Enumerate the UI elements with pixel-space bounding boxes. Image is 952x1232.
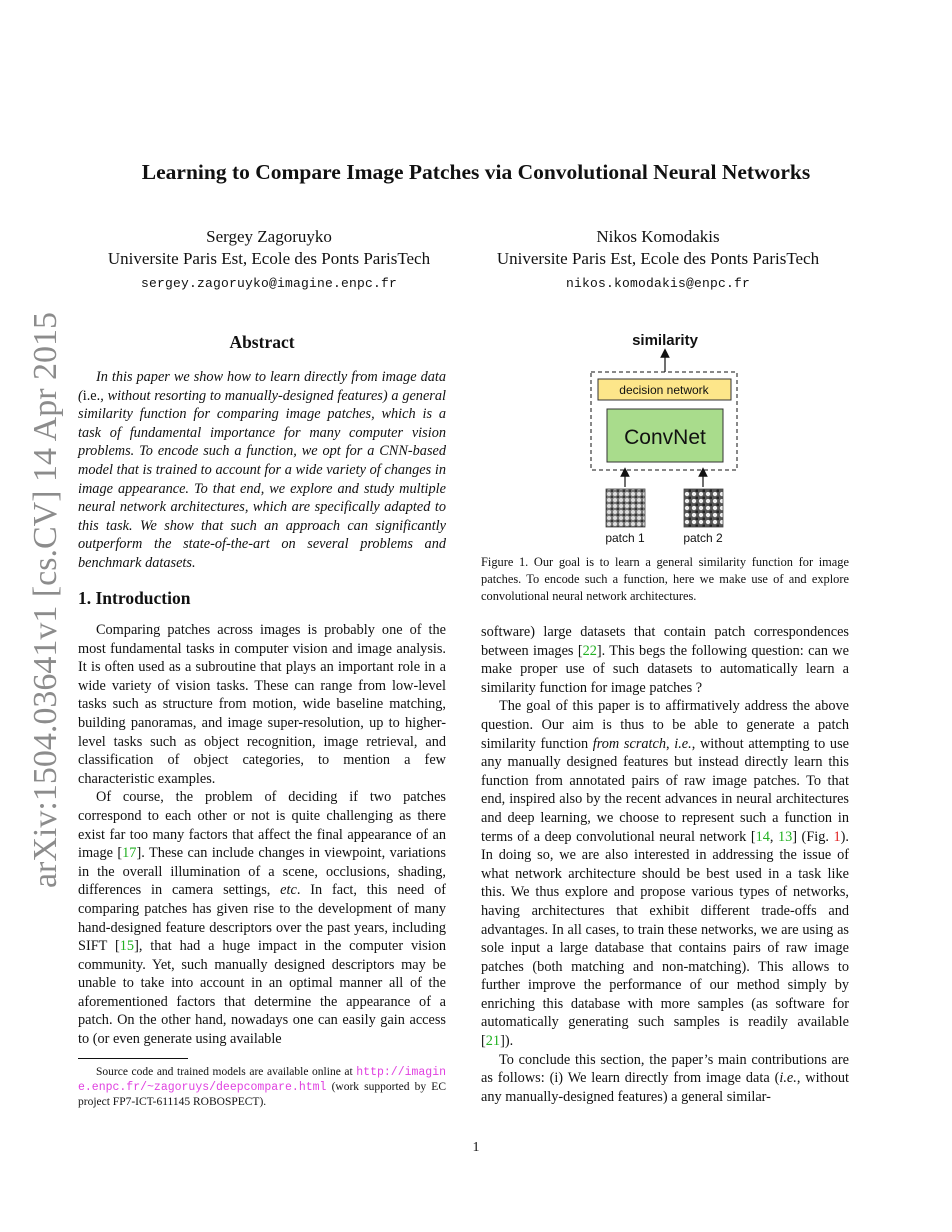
author-affiliation: Universite Paris Est, Ecole des Ponts ParisTech xyxy=(496,249,820,268)
citation-15[interactable]: 15 xyxy=(119,938,135,955)
right-column-text xyxy=(481,623,849,1106)
author-affiliation: Universite Paris Est, Ecole des Ponts ParisTech xyxy=(107,249,431,268)
convnet-label: ConvNet xyxy=(624,426,706,449)
author-name: Nikos Komodakis xyxy=(596,227,720,246)
section-heading-introduction: 1. Introduction xyxy=(78,588,191,608)
abstract-body: In this paper we show how to learn directly from image data (i.e., without resorting to manually-designed features) a general similarity function for comparing image patches, which is a task of fundamental importance for many computer vision problems. To encode such a function, we opt for a CNN-based model that is trained to account for a wide variety of changes in image appearance. To that end, we explore and study multiple neural network architectures, which are specifically adapted to this task. We show that such an approach can significantly outperform the state-of-the-art on several problems and benchmark datasets. xyxy=(78,369,446,571)
citation-14[interactable]: 14 xyxy=(755,828,770,845)
author-name: Sergey Zagoruyko xyxy=(206,227,332,246)
patch1-image xyxy=(606,489,645,527)
citation-13[interactable]: 13 xyxy=(777,828,793,845)
arxiv-id: arXiv:1504.03641v1 [cs.CV] 14 Apr 2015 xyxy=(27,311,64,889)
footnote-divider xyxy=(78,1058,188,1059)
figure-ref-1[interactable]: 1 xyxy=(833,828,841,845)
similarity-label: similarity xyxy=(632,332,698,349)
left-column-text xyxy=(78,621,446,1049)
author-email: sergey.zagoruyko@imagine.enpc.fr xyxy=(140,276,398,291)
paper-title: Learning to Compare Image Patches via Convolutional Neural Networks xyxy=(141,160,811,184)
citation-21[interactable]: 21 xyxy=(485,1033,501,1050)
author-email: nikos.komodakis@enpc.fr xyxy=(565,276,751,291)
patch2-image xyxy=(684,489,723,527)
intro-paragraph-4: To conclude this section, the paper’s main contributions are as follows: (i) We learn directly from image data (i.e., without any manually-designed features) a general similar- xyxy=(481,1051,849,1105)
page-number: 1 xyxy=(472,1140,480,1155)
abstract-heading: Abstract xyxy=(229,332,295,352)
arxiv-sidebar-stamp xyxy=(27,311,64,889)
figure-1-diagram xyxy=(481,324,849,548)
patch1-label: patch 1 xyxy=(605,531,645,545)
figure-1-caption: Figure 1. Our goal is to learn a general similarity function for image patches. To encode such a function, here we make use of and explore convolutional neural network architectures. xyxy=(481,555,849,603)
author-block-1 xyxy=(78,226,460,295)
code-url-link[interactable]: http://imagine.enpc.fr/~zagoruys/deepcompare.html xyxy=(78,1066,446,1094)
patch2-label: patch 2 xyxy=(683,531,723,545)
intro-paragraph-3: The goal of this paper is to affirmatively address the above question. Our aim is thus to be able to generate a patch similarity function from scratch, i.e., without attempting to use any manually designed features but instead directly learn this function from annotated pairs of raw image patches. To that end, inspired also by the recent advances in neural architectures and deep learning, we choose to represent such a function in terms of a deep convolutional neural network [14, 13] (Fig. 1). In doing so, we are also interested in addressing the issue of what network architecture should be best used in a task like this. We thus explore and propose various types of networks, having architectures that exhibit different trade-offs and advantages. In all cases, to train these networks, we are using as sole input a large database that contains pairs of raw image patches (both matching and non-matching). This allows to further improve the performance of our method simply by enriching this database with more samples (as software for automatically generating such samples is readily available [21]). xyxy=(481,698,849,1050)
footnote: Source code and trained models are available online at http://imagine.enpc.fr/~zagoruys/deepcompare.html (work supported by EC project FP7-ICT-611145 ROBOSPECT). xyxy=(78,1066,446,1108)
intro-paragraph-1: Comparing patches across images is probably one of the most fundamental tasks in computer vision and image analysis. It is often used as a subroutine that plays an important role in a wide variety of vision tasks. These can range from low-level tasks such as structure from motion, wide baseline matching, building panoramas, and image super-resolution, up to higher-level tasks such as object recognition, image retrieval, and classification of object categories, to mention a few characteristic examples. xyxy=(78,622,446,787)
decision-network-label: decision network xyxy=(619,383,709,397)
citation-17[interactable]: 17 xyxy=(122,845,137,862)
intro-paragraph-2-cont: software) large datasets that contain patch correspondences between images [22]. This begs the following question: can we make proper use of such datasets to automatically learn a similarity function for image patches ? xyxy=(481,624,849,696)
citation-22[interactable]: 22 xyxy=(582,642,597,659)
author-block-2 xyxy=(474,226,842,295)
intro-paragraph-2: Of course, the problem of deciding if two patches correspond to each other or not is quite challenging as there exist far too many factors that affect the final appearance of an image [17]. These can include changes in viewpoint, variations in the overall illumination of a scene, occlusions, shading, differences in camera settings, etc. In fact, this need of comparing patches has given rise to the development of many hand-designed feature descriptors over the past years, including SIFT [15], that had a huge impact in the computer vision community. Yet, such manually designed descriptors may be unable to take into account in an optimal manner all of the aforementioned factors that determine the appearance of a patch. On the other hand, nowadays one can easily gain access to (or even generate using available xyxy=(78,789,446,1048)
